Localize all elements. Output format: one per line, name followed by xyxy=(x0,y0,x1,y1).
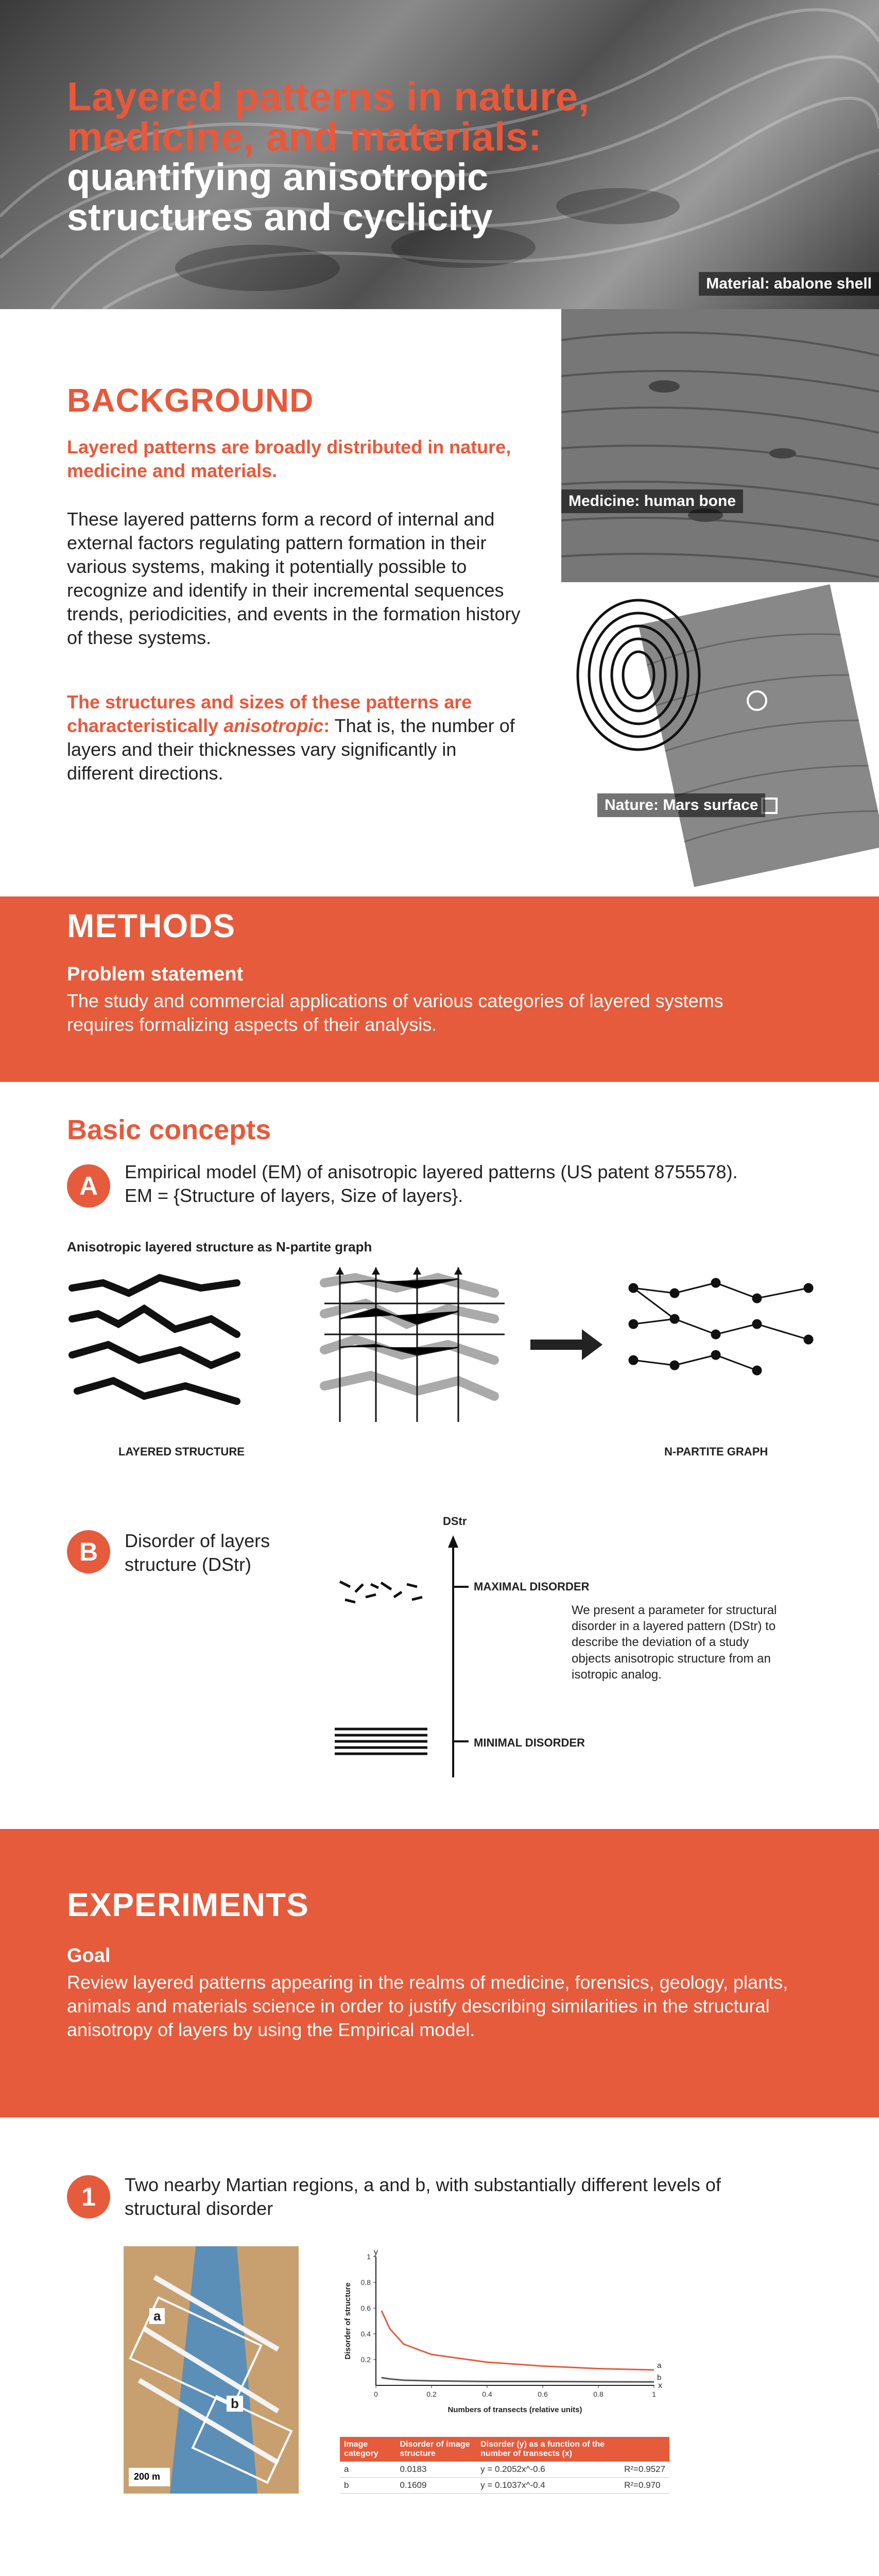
graph-title: Anisotropic layered structure as N-partite graph xyxy=(67,1239,372,1255)
experiment-1 xyxy=(0,2117,879,2576)
title-line-4: structures and cyclicity xyxy=(67,195,493,239)
x-tick-label: 0 xyxy=(374,2390,378,2398)
x-tick-label: 0.6 xyxy=(538,2390,548,2398)
concept-b-text: Disorder of layers structure (DStr) xyxy=(125,1530,270,1575)
title-line-3: quantifying anisotropic xyxy=(67,156,489,198)
background-lead2 xyxy=(67,690,525,785)
human-bone-image xyxy=(561,309,879,582)
table-cell: 0.1609 xyxy=(395,2478,476,2494)
concept-b-badge: B xyxy=(67,1530,110,1573)
table-cell: y = 0.1037x^-0.4 xyxy=(476,2478,620,2494)
table-cell: b xyxy=(340,2478,395,2494)
bone-texture xyxy=(561,309,879,582)
table-header-cell xyxy=(620,2437,669,2462)
y-tick-label: 1 xyxy=(367,2252,371,2261)
series-label: b xyxy=(657,2373,662,2382)
concept-a-badge: A xyxy=(67,1164,110,1208)
background-heading: BACKGROUND xyxy=(67,382,314,419)
series-line xyxy=(382,2311,654,2370)
martian-region-image xyxy=(124,2246,299,2494)
y-tick-label: 0.4 xyxy=(360,2330,371,2338)
table-cell: R²=0.970 xyxy=(620,2478,669,2494)
methods-subheading: Problem statement xyxy=(67,963,244,985)
martian-texture xyxy=(124,2246,299,2494)
x-axis-label: Numbers of transects (relative units) xyxy=(447,2405,582,2414)
goal-heading: Goal xyxy=(67,1945,111,1967)
goal-body: Review layered patterns appearing in the realms of medicine, forensics, geology, plants, animals and materials science in order to justify describing similarities in the structural anisotropy of layers by using the Empirical model. xyxy=(67,1972,788,2041)
table-cell: y = 0.2052x^-0.6 xyxy=(476,2462,620,2478)
x-tick-label: 0.4 xyxy=(482,2390,492,2398)
x-axis-letter: x xyxy=(658,2381,662,2390)
dstr-axis-label: DStr xyxy=(443,1515,467,1528)
y-tick-label: 0.8 xyxy=(360,2278,371,2286)
header-banner xyxy=(0,0,879,309)
max-disorder-label: MAXIMAL DISORDER xyxy=(474,1580,590,1593)
table-martian xyxy=(340,2437,669,2494)
region-b-label: b xyxy=(227,2396,243,2412)
table-header-cell: Disorder (y) as a function of the number of transects (x) xyxy=(476,2437,620,2462)
y-axis-letter: y xyxy=(374,2248,378,2257)
table-row xyxy=(340,2462,669,2478)
concept-a-text2: EM = {Structure of layers, Size of layers}. xyxy=(125,1185,463,1206)
background-lead2-c: : xyxy=(323,715,330,737)
region-a-label: a xyxy=(149,2308,165,2324)
caption-bone: Medicine: human bone xyxy=(561,489,743,513)
caption-abalone: Material: abalone shell xyxy=(699,272,879,296)
min-disorder-label: MINIMAL DISORDER xyxy=(474,1736,585,1749)
concepts-section xyxy=(0,1082,879,1829)
max-disorder-glyph xyxy=(335,1577,427,1607)
concepts-heading: Basic concepts xyxy=(67,1114,271,1145)
experiments-section xyxy=(0,1829,879,2117)
background-body: These layered patterns form a record of internal and external factors regulating pattern formation in their various systems, making it potentially possible to recognize and identify in their incremental sequences trends, periodicities, and events in the formation history of these systems. xyxy=(67,509,521,649)
background-section xyxy=(0,309,879,896)
table-cell: 0.0183 xyxy=(395,2462,476,2478)
layered-structure-diagram xyxy=(67,1267,819,1443)
x-tick-label: 0.8 xyxy=(593,2390,604,2398)
label-npartite-graph: N-PARTITE GRAPH xyxy=(664,1445,768,1458)
y-tick-label: 0.6 xyxy=(360,2304,371,2312)
caption-mars: Nature: Mars surface xyxy=(597,793,765,817)
experiment-1-badge: 1 xyxy=(67,2175,110,2218)
table-cell: R²=0.9527 xyxy=(620,2462,669,2478)
table-header-cell: Image category xyxy=(340,2437,395,2462)
chart-martian-disorder xyxy=(340,2246,669,2421)
title-line-1: Layered patterns in nature, xyxy=(67,74,590,119)
x-tick-label: 0.2 xyxy=(426,2390,437,2398)
methods-section xyxy=(0,896,879,1082)
background-lead2-b: anisotropic xyxy=(223,715,324,737)
methods-body: The study and commercial applications of various categories of layered systems requires formalizing aspects of their analysis. xyxy=(67,990,723,1036)
background-lead2-a: The structures and sizes of these patterns are characteristically xyxy=(67,691,472,737)
label-layered-structure: LAYERED STRUCTURE xyxy=(118,1445,245,1458)
x-tick-label: 1 xyxy=(652,2390,656,2398)
concept-b-note: We present a parameter for structural disorder in a layered pattern (DStr) to describe the deviation of a study objects anisotropic structure from an isotropic analog. xyxy=(572,1603,777,1682)
table-cell: a xyxy=(340,2462,395,2478)
y-axis-label: Disorder of structure xyxy=(343,2282,352,2360)
table-header-cell: Disorder of image structure xyxy=(395,2437,476,2462)
table-row xyxy=(340,2478,669,2494)
background-body2: That is, the number of layers and their thicknesses vary significantly in different directions. xyxy=(67,715,515,784)
y-tick-label: 0.2 xyxy=(360,2355,371,2364)
title-line-2: medicine, and materials: xyxy=(67,114,542,159)
concept-a-text1: Empirical model (EM) of anisotropic layered patterns (US patent 8755578). xyxy=(125,1161,738,1182)
series-label: a xyxy=(657,2361,662,2370)
mars-texture xyxy=(561,582,879,896)
scale-bar-label: 200 m xyxy=(134,2471,161,2482)
min-disorder-glyph xyxy=(335,1726,427,1757)
experiment-1-text: Two nearby Martian regions, a and b, with substantially different levels of structural disorder xyxy=(125,2174,721,2219)
series-line xyxy=(382,2378,654,2382)
methods-heading: METHODS xyxy=(67,907,235,944)
experiments-heading: EXPERIMENTS xyxy=(67,1886,309,1923)
background-lead: Layered patterns are broadly distributed in nature, medicine and materials. xyxy=(67,436,511,482)
mars-surface-image xyxy=(561,582,879,896)
